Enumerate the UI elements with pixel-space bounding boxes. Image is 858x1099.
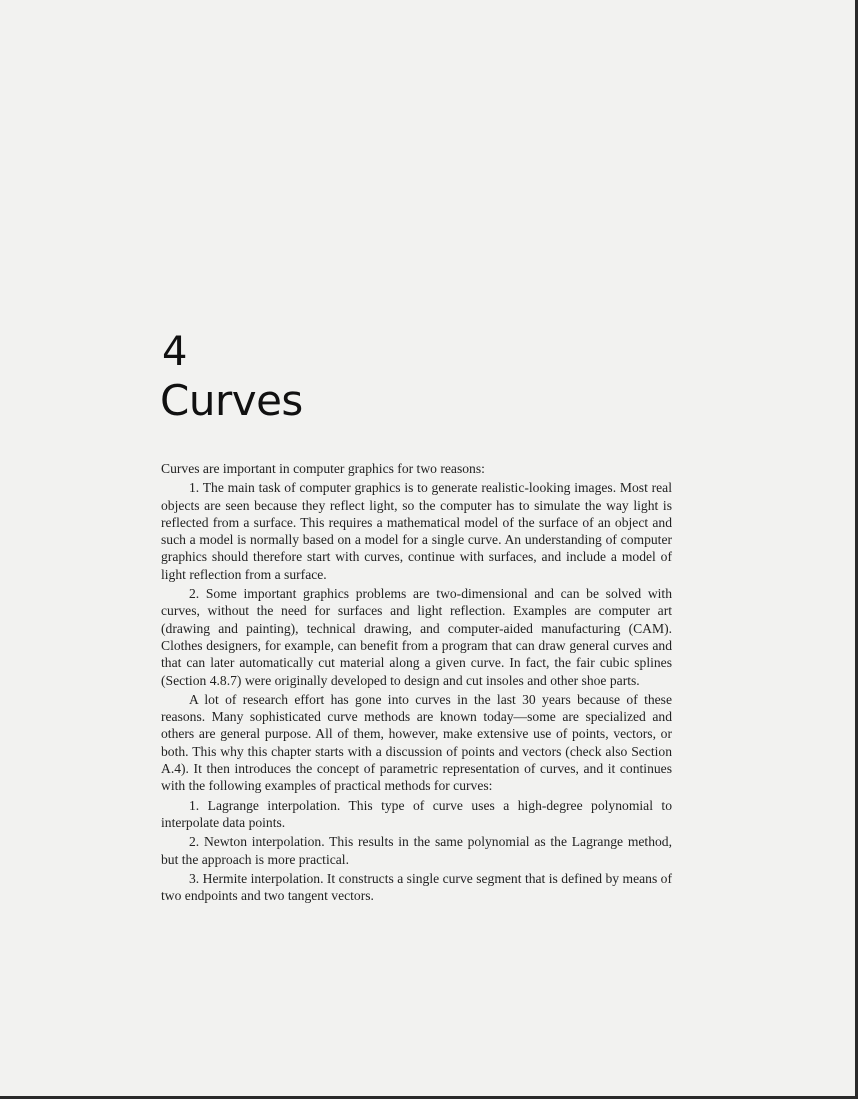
paragraph-research: A lot of research effort has gone into curves in the last 30 years because of these reasons. Many sophisticated curve methods are known today—some are specialized and others are general purpose. All of them, however, make extensive use of points, vectors, or both. This why this chapter starts with a discussion of points and vectors (check also Section A.4). It then introduces the concept of parametric representation of curves, and it continues with the following examples of practical methods for curves:	[161, 691, 672, 794]
paragraph-method-lagrange: 1. Lagrange interpolation. This type of curve uses a high-degree polynomial to interpolate data points.	[161, 797, 672, 830]
paragraph-method-hermite: 3. Hermite interpolation. It constructs a single curve segment that is defined by means of two endpoints and two tangent vectors.	[161, 870, 672, 904]
paragraph-reason-1: 1. The main task of computer graphics is to generate realistic-looking images. Most real objects are seen because they reflect light, so the computer has to simulate the way light is reflected from a surface. This requires a mathematical model of the surface of an object and such a model is normally based on a model for a single curve. An understanding of computer graphics should therefore start with curves, continue with surfaces, and include a model of light reflection from a surface.	[161, 480, 672, 582]
chapter-body	[161, 460, 672, 906]
chapter-number: 4	[162, 329, 188, 375]
paragraph-intro: Curves are important in computer graphics for two reasons:	[161, 461, 485, 476]
chapter-title: Curves	[160, 376, 303, 425]
paragraph-reason-2: 2. Some important graphics problems are two-dimensional and can be solved with curves, without the need for surfaces and light reflection. Examples are computer art (drawing and painting), technical drawing, and computer-aided manufacturing (CAM). Clothes designers, for example, can benefit from a program that can draw general curves and that can later automatically cut material along a given curve. In fact, the fair cubic splines (Section 4.8.7) were originally developed to design and cut insoles and other shoe parts.	[161, 586, 672, 688]
paragraph-method-newton: 2. Newton interpolation. This results in the same polynomial as the Lagrange method, but the approach is more practical.	[161, 834, 672, 867]
